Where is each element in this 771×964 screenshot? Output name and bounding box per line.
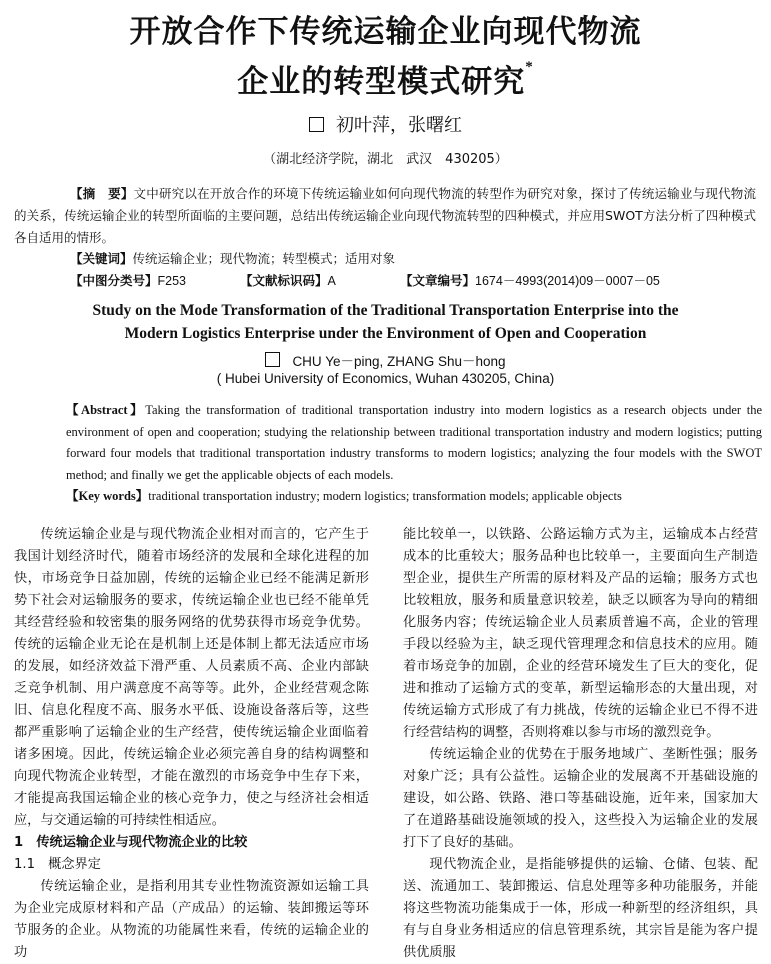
body-column-left xyxy=(14,524,369,964)
english-affiliation: ( Hubei University of Economics, Wuhan 430205, China) xyxy=(216,371,555,386)
keywords-en-label: 【Key words】 xyxy=(66,489,149,503)
author-box-marker xyxy=(309,117,324,132)
section-heading-1: 1 传统运输企业与现代物流企业的比较 xyxy=(14,835,248,850)
keywords-cn-text: 传统运输企业；现代物流；转型模式；适用对象 xyxy=(132,251,396,266)
body-paragraph: 传统运输企业是与现代物流企业相对而言的，它产生于我国计划经济时代，随着市场经济的发展和全球化进程的加快，市场竞争日益加剧，传统的运输企业已经不能满足新形势下社会对运输服务的要求，传统运输企业也已经不能单凭其经营经验和较密集的服务网络的优势获得市场竞争优势。传统的运输企业无论在是机制上还是体制上都无法适应市场的发展，如经济效益下滑严重、人员素质不高、企业内部缺乏竞争机制、用户满意度不高等等。此外，企业经营观念陈旧、信息化程度不高、服务水平低、设施设备落后等，这些都严重影响了运输企业的生产经营，使传统运输企业面临着诸多困境。因此，传统运输企业必须完善自身的结构调整和向现代物流企业转型，才能在激烈的市场竞争中生存下来，才能提高我国运输企业的核心竞争力，使之与经济社会相适应，与交通运输的可持续性相适应。 xyxy=(14,527,369,828)
article-no-label: 【文章编号】 xyxy=(400,273,476,288)
section-heading-1-1: 1.1 概念界定 xyxy=(14,857,101,872)
english-author-box-marker xyxy=(265,352,280,367)
clc-label: 【中图分类号】 xyxy=(70,273,158,288)
english-title-line1: Study on the Mode Transformation of the Traditional Transportation Enterprise into the xyxy=(92,302,679,319)
body-column-right xyxy=(403,524,758,964)
authors-line xyxy=(0,111,771,137)
clc-value: F253 xyxy=(157,274,187,288)
classification-line xyxy=(70,271,710,289)
keywords-cn xyxy=(70,249,395,267)
abstract-en-label: 【Abstract】 xyxy=(66,403,146,417)
abstract-cn-label: 【摘 要】 xyxy=(70,186,134,201)
abstract-en-text: Taking the transformation of traditional transportation industry into modern logistics as a research objects under the environment of open and cooperation; studying the relationship between traditional transportation industry and modern logistics; putting forward four models that traditional transportation industry transforms to modern logistics; analyzing the four models with the SWOT method; and finally we get the applicable objects of each models. xyxy=(66,403,762,482)
paper-title-line2-text: 企业的转型模式研究 xyxy=(237,64,526,100)
keywords-en-text: traditional transportation industry; modern logistics; transformation models; applicable objects xyxy=(148,489,622,503)
article-no-value: 1674－4993(2014)09－0007－05 xyxy=(475,274,660,288)
body-paragraph: 传统运输企业，是指利用其专业性物流资源如运输工具为企业完成原材料和产品（产成品）的运输、装卸搬运等环节服务的企业。从物流的功能属性来看，传统的运输企业的功 xyxy=(14,879,369,960)
body-paragraph: 现代物流企业，是指能够提供的运输、仓储、包装、配送、流通加工、装卸搬运、信息处理等多种功能服务，并能将这些物流功能集成于一体，形成一种新型的经济组织，具有与自身业务相适应的信息管理系统，其宗旨是能为客户提供优质服 xyxy=(403,857,758,960)
abstract-en xyxy=(66,400,762,486)
doc-code-value: A xyxy=(327,274,336,288)
abstract-cn xyxy=(14,183,756,249)
title-footnote-mark: * xyxy=(525,59,534,75)
keywords-en xyxy=(66,486,622,504)
english-authors xyxy=(0,350,771,370)
authors-text: 初叶萍，张曙红 xyxy=(336,115,462,136)
english-authors-text: CHU Ye－ping, ZHANG Shu－hong xyxy=(292,354,506,369)
body-paragraph: 传统运输企业的优势在于服务地域广、垄断性强；服务对象广泛；具有公益性。运输企业的发展离不开基础设施的建设，如公路、铁路、港口等基础设施，近年来，国家加大了在道路基础设施领域的投入，这些投入为运输企业的发展打下了良好的基础。 xyxy=(403,747,758,850)
paper-title-line2 xyxy=(0,56,771,101)
keywords-cn-label: 【关键词】 xyxy=(70,251,133,266)
doc-code-label: 【文献标识码】 xyxy=(240,273,328,288)
body-paragraph: 能比较单一，以铁路、公路运输方式为主，运输成本占经营成本的比重较大；服务品种也比较单一，主要面向生产制造型企业，提供生产所需的原材料及产品的运输；服务方式也比较粗放，服务和质量意识较差，缺乏以顾客为导向的精细化服务内容；传统运输企业人员素质普遍不高，企业的管理手段以经验为主，缺乏现代管理理念和信息技术的应用。随着市场竞争的加剧，企业的经营环境发生了巨大的变化，促进和推动了运输方式的变革，新型运输形态的大量出现，对传统运输方式形成了有力挑战，传统的运输企业已不得不进行经营结构的调整，否则将难以参与市场的激烈竞争。 xyxy=(403,527,758,740)
english-title-line2: Modern Logistics Enterprise under the Environment of Open and Cooperation xyxy=(124,325,647,342)
abstract-cn-text: 文中研究以在开放合作的环境下传统运输业如何向现代物流的转型作为研究对象，探讨了传统运输业与现代物流的关系，传统运输企业的转型所面临的主要问题，总结出传统运输企业向现代物流转型的四种模式，并应用SWOT方法分析了四种模式各自适用的情形。 xyxy=(14,186,756,245)
affiliation: （湖北经济学院，湖北 武汉 430205） xyxy=(263,152,508,167)
paper-title-line1: 开放合作下传统运输企业向现代物流 xyxy=(129,14,642,50)
